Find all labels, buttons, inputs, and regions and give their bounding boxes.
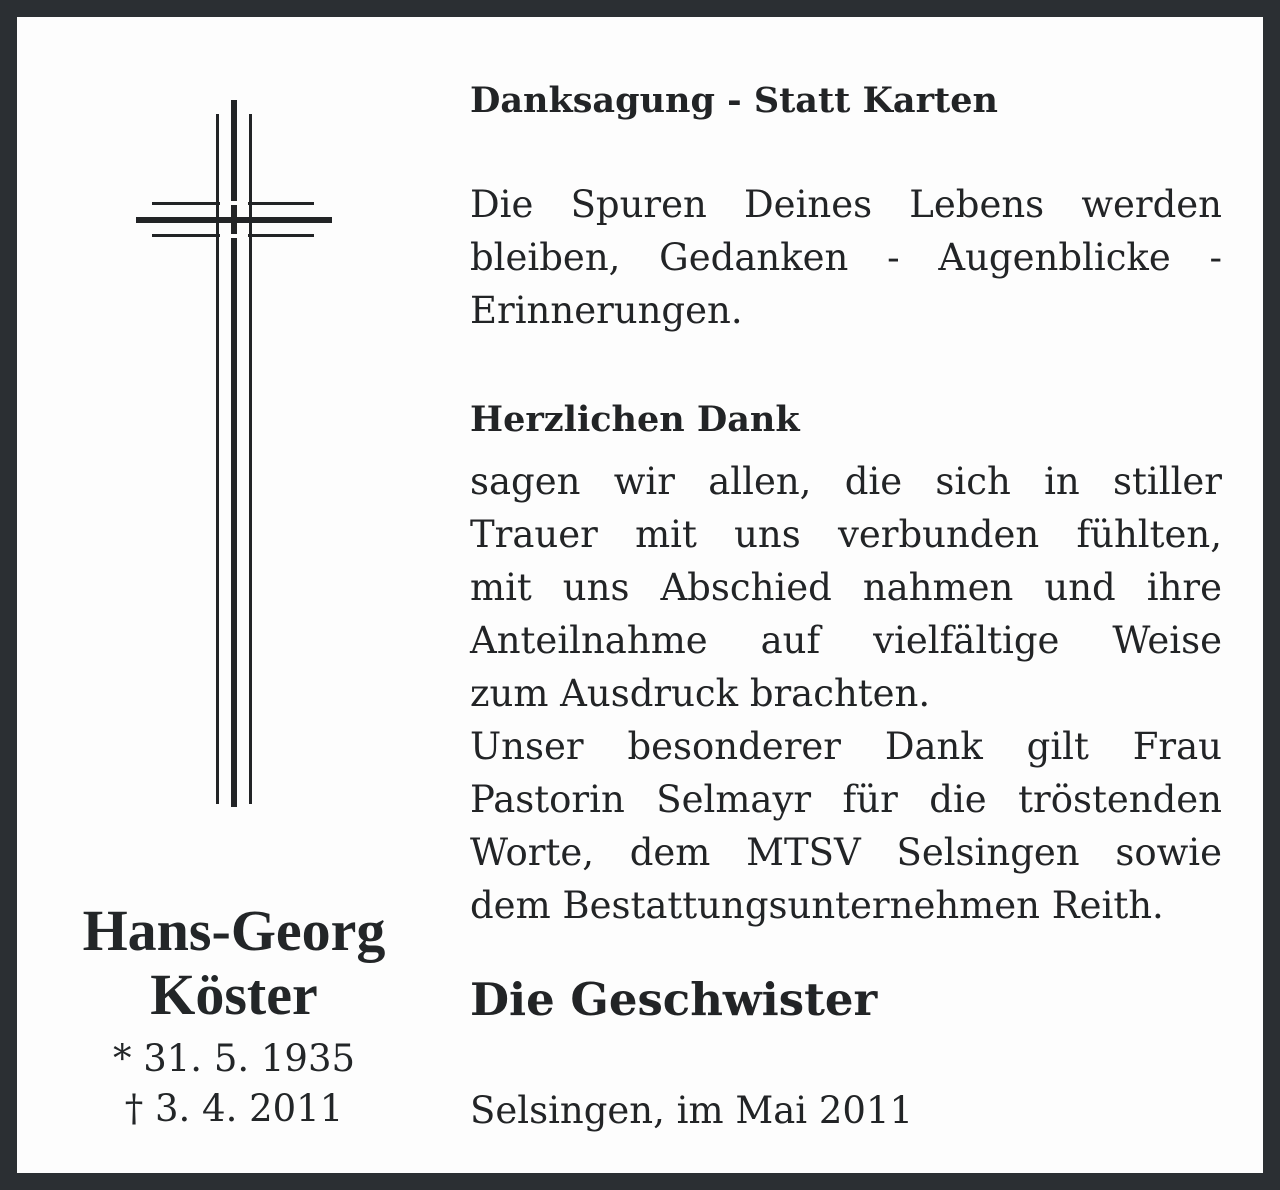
birth-date: * 31. 5. 1935 <box>112 1037 356 1080</box>
text-line: Worte, dem MTSV Selsingen sowie <box>470 831 1222 874</box>
life-dates <box>34 1034 434 1134</box>
text-line: sagen wir allen, die sich in stiller <box>470 460 1222 503</box>
text-line: bleiben, Gedanken - Augenblicke - <box>470 236 1222 279</box>
text-line: Unser besonderer Dank gilt Frau <box>470 725 1222 768</box>
deceased-last-name: Köster <box>150 962 318 1027</box>
notice-heading: Danksagung - Statt Karten <box>470 80 998 121</box>
text-line: Erinnerungen. <box>470 289 743 332</box>
text-line: Anteilnahme auf vielfältige Weise <box>470 619 1222 662</box>
cross-icon <box>134 82 334 807</box>
text-line: dem Bestattungsunternehmen Reith. <box>470 884 1164 927</box>
death-date: † 3. 4. 2011 <box>124 1087 344 1130</box>
deceased-column <box>34 17 434 1173</box>
thanks-heading: Herzlichen Dank <box>470 399 800 440</box>
text-line: Trauer mit uns verbunden fühlten, <box>470 513 1222 556</box>
text-line: Die Spuren Deines Lebens werden <box>470 183 1222 226</box>
thanks-paragraph <box>470 455 1222 932</box>
place-date: Selsingen, im Mai 2011 <box>470 1089 914 1132</box>
signature: Die Geschwister <box>470 973 878 1026</box>
text-line: mit uns Abschied nahmen und ihre <box>470 566 1222 609</box>
text-line: zum Ausdruck brachten. <box>470 672 931 715</box>
deceased-first-name: Hans-Georg <box>82 898 386 963</box>
intro-paragraph <box>470 178 1222 337</box>
deceased-name <box>34 899 434 1027</box>
text-line: Pastorin Selmayr für die tröstenden <box>470 778 1222 821</box>
